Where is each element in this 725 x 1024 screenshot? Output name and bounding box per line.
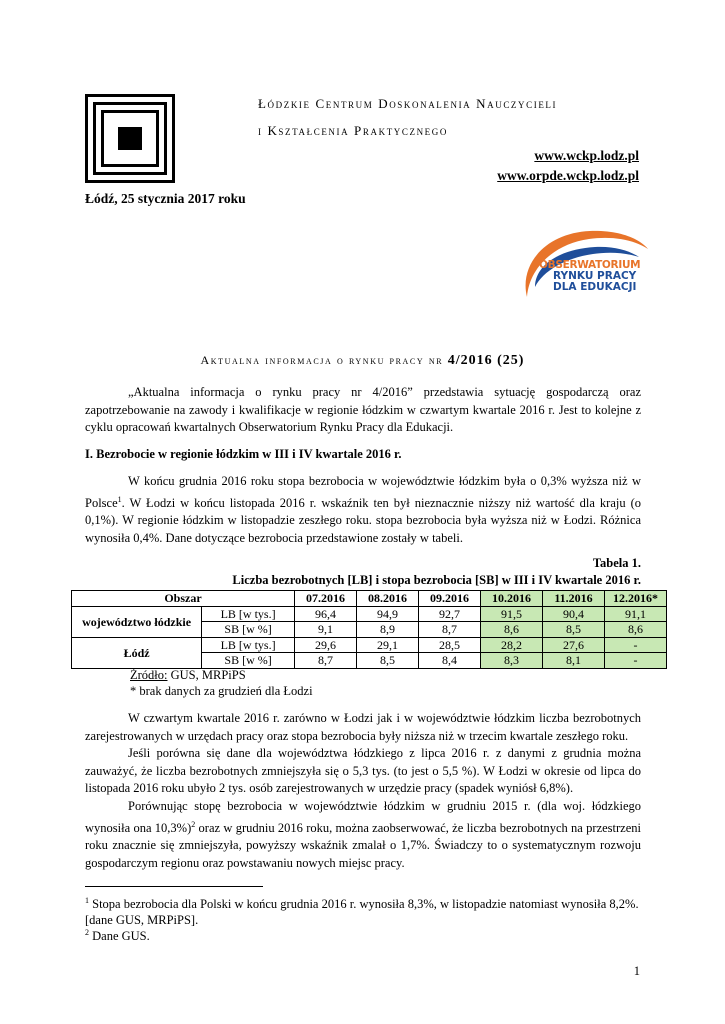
table-cell: 92,7 xyxy=(419,606,481,622)
page-number: 1 xyxy=(633,964,640,978)
table-cell: 8,7 xyxy=(295,653,357,669)
table-header-col: 07.2016 xyxy=(295,591,357,607)
table-cell: 91,5 xyxy=(481,606,543,622)
table-cell: 90,4 xyxy=(543,606,605,622)
table-cell: 8,6 xyxy=(481,622,543,638)
footnote-ref-1[interactable]: 1 xyxy=(117,494,122,504)
document-date: Łódź, 25 stycznia 2017 roku xyxy=(85,191,246,206)
table-cell: 28,2 xyxy=(481,637,543,653)
measure-label: SB [w %] xyxy=(202,653,295,669)
table-header-col: 11.2016 xyxy=(543,591,605,607)
observatory-logo xyxy=(515,225,655,305)
table-cell: 29,6 xyxy=(295,637,357,653)
website-link[interactable]: www.wckp.lodz.pl xyxy=(534,148,639,163)
footnote-separator xyxy=(85,886,263,887)
observatory-logo-line3: DLA EDUKACJI xyxy=(553,281,637,293)
unemployment-paragraph: W końcu grudnia 2016 roku stopa bezrobocia w województwie łódzkim była o 0,3% wyższa niż w Polsce$^1$. W Łodzi w końcu listopada 2016 r. wskaźnik ten był nieznacznie niższy niż wartość dla kraju (o 0,1%). W regionie łódzkim w listopadzie zeszłego roku. stopa bezrobocia była wyższa niż w Łodzi. Różnica wynosiła 0,4%. Dane dotyczące bezrobocia przedstawione zostały w tabeli. xyxy=(85,474,641,545)
table-cell: 27,6 xyxy=(543,637,605,653)
institution-name-line1: Łódzkie Centrum Doskonalenia Nauczycieli xyxy=(258,96,558,111)
july-december-paragraph: Jeśli porówna się dane dla województwa łódzkiego z lipca 2016 r. z danymi z grudnia można zauważyć, że liczba bezrobotnych zmniejszyła się o 5,3 tys. (to jest o 5,5 %). W Łodzi w okresie od lipca do listopada 2016 roku ubyło 2 tys. osób zarejestrowanych w urzędzie pracy (spadek wyniósł 6,8%). xyxy=(85,746,641,795)
table-caption: Liczba bezrobotnych [LB] i stopa bezrobocia [SB] w III i IV kwartale 2016 r. xyxy=(232,573,641,587)
table-note: * brak danych za grudzień dla Łodzi xyxy=(130,684,313,698)
table-cell: 96,4 xyxy=(295,606,357,622)
measure-label: LB [w tys.] xyxy=(202,637,295,653)
footnote-ref-2[interactable]: 2 xyxy=(191,819,196,829)
table-source: Źródło: GUS, MRPiPS xyxy=(130,668,246,682)
table-cell: 91,1 xyxy=(605,606,667,622)
yearly-rate-paragraph: Porównując stopę bezrobocia w województwie łódzkim w grudniu 2015 r. (dla woj. łódzkiego wynosiła ona 10,3%)$^2$ oraz w grudniu 2016 roku, można zaobserwować, że liczba bezrobotnych na przestrzeni roku znacznie się zmniejszyła, powyższy wskaźnik zmalał o 1,7%. Świadczy to o systematycznym rozwoju gospodarczym regionu oraz powstawaniu nowych miejsc pracy. xyxy=(85,799,641,870)
institution-name-line2: i Kształcenia Praktycznego xyxy=(258,123,448,138)
table-header-area: Obszar xyxy=(72,591,295,607)
observatory-logo-line2: RYNKU PRACY xyxy=(553,270,637,282)
unemployment-table xyxy=(71,590,667,669)
table-label: Tabela 1. xyxy=(592,556,641,570)
table-cell: 9,1 xyxy=(295,622,357,638)
footnote-1: $^1$ Stopa bezrobocia dla Polski w końcu grudnia 2016 r. wynosiła 8,3%, w listopadzie natomiast wynosiła 8,2%. [dane GUS, MRPiPS]. xyxy=(85,896,639,928)
footnote-2: $^2$ Dane GUS. xyxy=(85,928,150,944)
table-header-col: 10.2016 xyxy=(481,591,543,607)
table-header-col: 08.2016 xyxy=(357,591,419,607)
intro-paragraph: „Aktualna informacja o rynku pracy nr 4/2016” przedstawia sytuację gospodarczą oraz zapotrzebowanie na zawody i kwalifikacje w regionie łódzkim w czwartym kwartale 2016 r. Jest to kolejne z cyklu opracowań kwartalnych Obserwatorium Rynku Pracy dla Edukacji. xyxy=(85,385,641,434)
table-cell: 8,6 xyxy=(605,622,667,638)
region-name: Łódź xyxy=(72,637,202,668)
table-cell: 8,9 xyxy=(357,622,419,638)
region-name: województwo łódzkie xyxy=(72,606,202,637)
table-row xyxy=(72,637,667,653)
table-cell: 8,4 xyxy=(419,653,481,669)
table-header-col: 09.2016 xyxy=(419,591,481,607)
observatory-website-link[interactable]: www.orpde.wckp.lodz.pl xyxy=(497,168,639,183)
table-cell: - xyxy=(605,653,667,669)
table-cell: 8,7 xyxy=(419,622,481,638)
measure-label: LB [w tys.] xyxy=(202,606,295,622)
measure-label: SB [w %] xyxy=(202,622,295,638)
table-row xyxy=(72,606,667,622)
table-cell: 8,5 xyxy=(357,653,419,669)
table-cell: 8,3 xyxy=(481,653,543,669)
table-cell: 28,5 xyxy=(419,637,481,653)
q4-comparison-paragraph: W czwartym kwartale 2016 r. zarówno w Łodzi jak i w województwie łódzkim liczba bezrobotnych zarejestrowanych w urzędach pracy oraz stopa bezrobocia były niższa niż w trzecim kwartale zeszłego roku. xyxy=(85,711,641,743)
table-cell: 8,5 xyxy=(543,622,605,638)
observatory-logo-line1: OBSERWATORIUM xyxy=(539,259,641,271)
document-title: Aktualna informacja o rynku pracy nr 4/2016 (25) xyxy=(200,353,525,368)
table-header-row xyxy=(72,591,667,607)
table-cell: 8,1 xyxy=(543,653,605,669)
table-cell: 29,1 xyxy=(357,637,419,653)
section-heading: I. Bezrobocie w regionie łódzkim w III i IV kwartale 2016 r. xyxy=(85,447,402,461)
table-cell: 94,9 xyxy=(357,606,419,622)
table-header-col: 12.2016* xyxy=(605,591,667,607)
table-cell: - xyxy=(605,637,667,653)
